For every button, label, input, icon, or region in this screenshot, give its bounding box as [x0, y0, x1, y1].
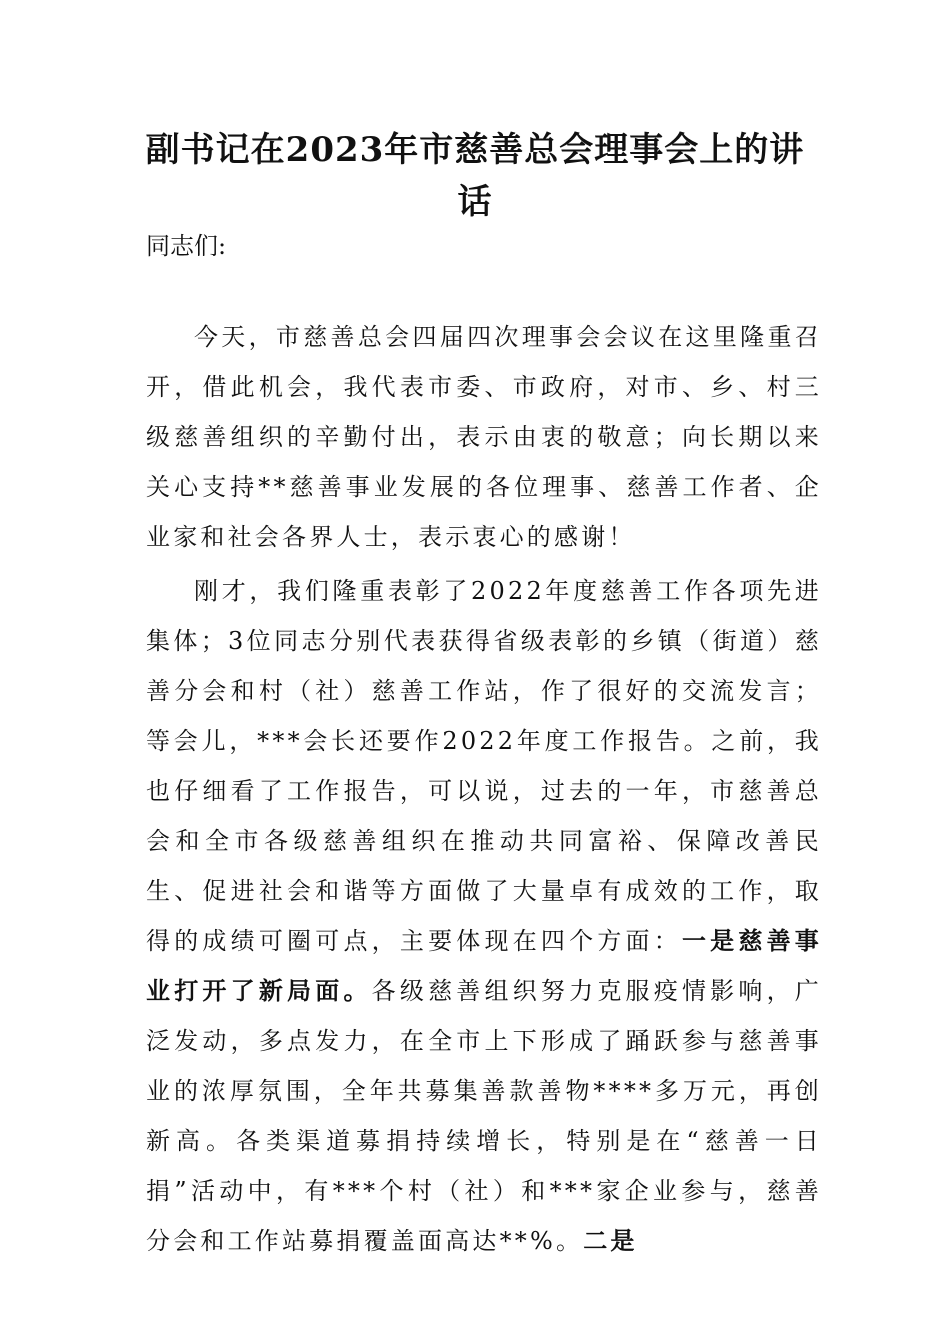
salutation: 同志们:: [146, 232, 227, 260]
document-title: 副书记在2023年市慈善总会理事会上的讲话: [145, 130, 805, 222]
paragraph-2-highlight-2: 二是: [583, 1226, 638, 1255]
paragraph-2-text-a: 刚才，我们隆重表彰了2022年度慈善工作各项先进集体；3位同志分别代表获得省级表彰的乡镇（街道）慈善分会和村（社）慈善工作站，作了很好的交流发言；等会儿，***会长还要作2022年度工作报告。之前，我也仔细看了工作报告，可以说，过去的一年，市慈善总会和全市各级慈善组织在推动共同富裕、保障改善民生、促进社会和谐等方面做了大量卓有成效的工作，取得的成绩可圈可点，主要体现在四个方面：: [146, 577, 822, 955]
paragraph-2: [146, 566, 822, 1266]
paragraph-2-highlight-1: 一是慈善事业打开了新局面。: [146, 926, 823, 1005]
paragraph-1: 今天，市慈善总会四届四次理事会会议在这里隆重召开，借此机会，我代表市委、市政府，对市、乡、村三级慈善组织的辛勤付出，表示由衷的敬意；向长期以来关心支持**慈善事业发展的各位理事、慈善工作者、企业家和社会各界人士，表示衷心的感谢！: [146, 323, 822, 551]
paragraph-2-text-b: 各级慈善组织努力克服疫情影响，广泛发动，多点发力，在全市上下形成了踊跃参与慈善事业的浓厚氛围，全年共募集善款善物****多万元，再创新高。各类渠道募捐持续增长，特别是在“慈善一日捐”活动中，有***个村（社）和***家企业参与，慈善分会和工作站募捐覆盖面高达**%。: [146, 977, 822, 1255]
